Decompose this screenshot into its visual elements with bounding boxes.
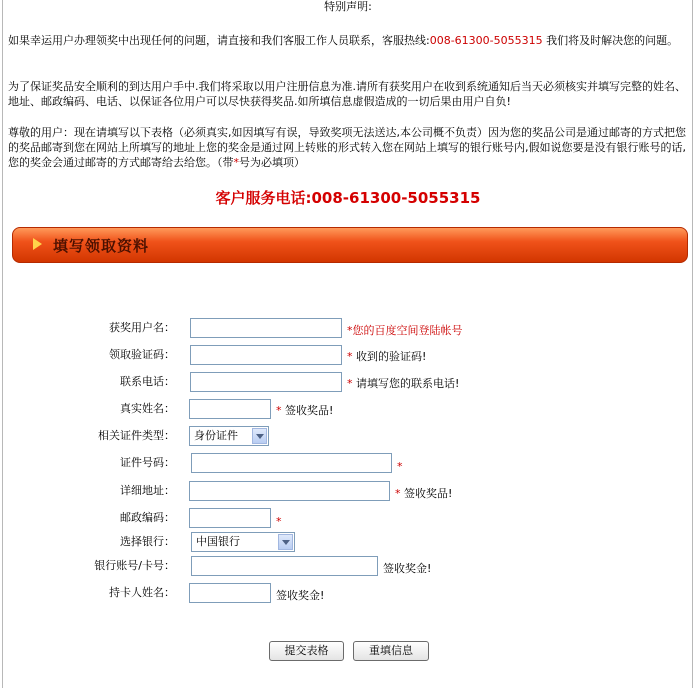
zip-code-required xyxy=(276,515,282,529)
real-name-input[interactable] xyxy=(189,399,271,419)
section-banner xyxy=(12,227,688,263)
username-note: *您的百度空间登陆帐号 xyxy=(347,324,463,337)
username-label: 获奖用户名： xyxy=(109,321,175,334)
username-input[interactable] xyxy=(190,318,342,338)
notice-paragraph-3 xyxy=(8,125,690,170)
required-star: * xyxy=(276,515,282,528)
notice-paragraph-1-text: 如果幸运用户办理领奖中出现任何的问题，请直接和我们客服工作人员联系，客服热线: xyxy=(8,34,430,47)
bank-selected-value: 中国银行 xyxy=(196,535,240,548)
real-name-note xyxy=(276,404,333,418)
id-number-input[interactable] xyxy=(191,453,392,473)
required-star: * xyxy=(347,350,353,363)
chevron-down-icon[interactable] xyxy=(252,428,267,444)
notice-paragraph-3-tail: 号为必填项） xyxy=(239,156,305,169)
card-holder-label: 持卡人姓名： xyxy=(109,586,175,599)
bank-account-input[interactable] xyxy=(191,556,378,576)
required-star: * xyxy=(397,460,403,473)
id-type-select[interactable] xyxy=(189,426,269,446)
notice-paragraph-1-tail: 我们将及时解决您的问题。 xyxy=(542,34,679,47)
id-number-required xyxy=(397,460,403,474)
id-type-selected-value: 身份证件 xyxy=(194,429,238,442)
bank-select[interactable] xyxy=(191,532,295,552)
real-name-note-text: 签收奖品! xyxy=(285,404,334,417)
arrow-right-icon xyxy=(33,238,42,250)
phone-input[interactable] xyxy=(190,372,342,392)
submit-button[interactable]: 提交表格 xyxy=(269,641,344,661)
chevron-down-icon[interactable] xyxy=(278,534,293,550)
verification-code-input[interactable] xyxy=(190,345,342,365)
customer-service-hotline: 客户服务电话:008-61300-5055315 xyxy=(215,189,481,207)
id-type-label: 相关证件类型： xyxy=(98,429,175,442)
card-holder-input[interactable] xyxy=(189,583,271,603)
notice-paragraph-3-text: 尊敬的用户：现在请填写以下表格（必须真实,如因填写有误，导致奖项无法送达,本公司概不负责）因为您的奖品公司是通过邮寄的方式把您的奖品邮寄到您在网站上所填写的地址上您的奖金是通过网上转账的形式转入您在网站上填写的银行账号内,假如说您要是没有银行账号的话,您的奖金会通过邮寄的方式邮寄给去给您。（带 xyxy=(8,126,686,169)
address-label: 详细地址： xyxy=(120,484,175,497)
address-note-text: 签收奖品! xyxy=(404,487,453,500)
id-number-label: 证件号码： xyxy=(120,456,175,469)
bank-account-note: 签收奖金! xyxy=(383,562,432,575)
notice-paragraph-2: 为了保证奖品安全顺利的到达用户手中.我们将采取以用户注册信息为准.请所有获奖用户在收到系统通知后当天必须核实并填写完整的姓名、地址、邮政编码、电话、以保证各位用户可以尽快获得奖品.如所填信息虚假造成的一切后果由用户自负! xyxy=(8,80,686,108)
reset-button[interactable]: 重填信息 xyxy=(353,641,429,661)
bank-account-label: 银行账号/卡号： xyxy=(94,559,175,572)
zip-code-label: 邮政编码： xyxy=(120,511,175,524)
zip-code-input[interactable] xyxy=(189,508,271,528)
verification-code-label: 领取验证码： xyxy=(109,348,175,361)
phone-label: 联系电话： xyxy=(120,375,175,388)
bank-label: 选择银行： xyxy=(120,535,175,548)
verification-code-note xyxy=(347,350,426,364)
frame-border-left xyxy=(2,0,3,688)
address-input[interactable] xyxy=(189,481,390,501)
phone-note-text: 请填写您的联系电话! xyxy=(356,377,460,390)
required-star: * xyxy=(395,487,401,500)
frame-border-right xyxy=(692,0,693,688)
notice-hotline-phone: 008-61300-5055315 xyxy=(429,34,543,47)
notice-paragraph-1 xyxy=(8,33,690,48)
required-star: * xyxy=(276,404,282,417)
address-note xyxy=(395,487,452,501)
required-star: * xyxy=(347,377,353,390)
phone-note xyxy=(347,377,459,391)
section-banner-title: 填写领取资料 xyxy=(53,237,150,255)
real-name-label: 真实姓名： xyxy=(120,402,175,415)
notice-title: 特别声明: xyxy=(324,0,372,13)
required-star: * xyxy=(233,156,239,169)
card-holder-note: 签收奖金! xyxy=(276,589,325,602)
verification-code-note-text: 收到的验证码! xyxy=(356,350,427,363)
